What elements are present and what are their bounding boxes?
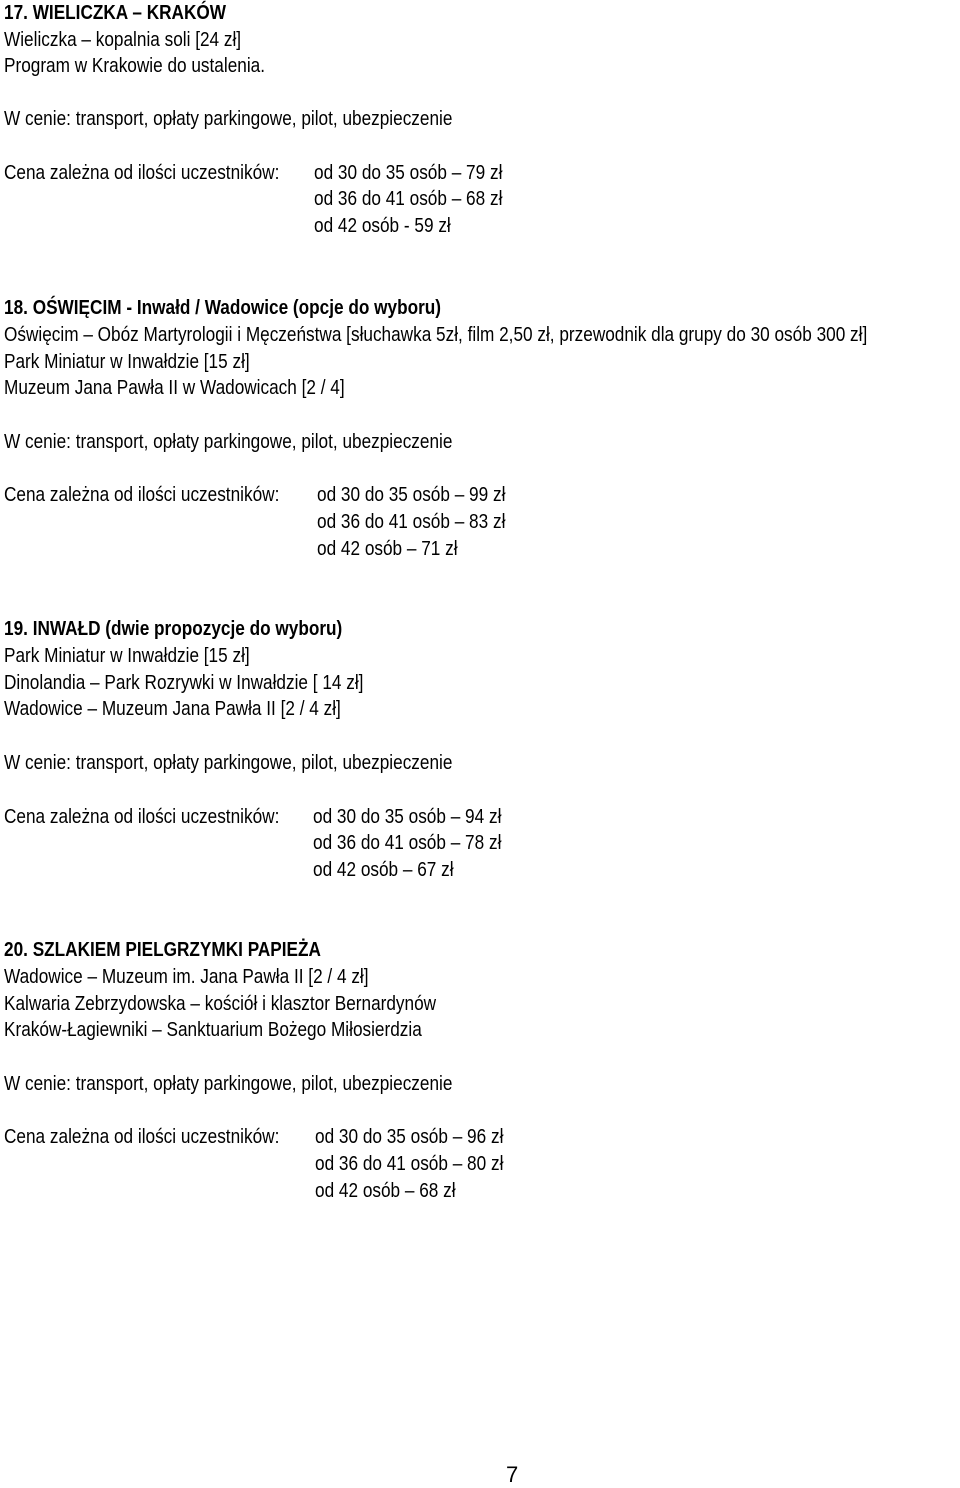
section-18-price-includes [4, 429, 452, 455]
section-18-tier-3: od 42 osób – 71 zł [317, 538, 458, 560]
price-includes-label: W cenie: [4, 752, 71, 774]
section-19-tier-2: od 36 do 41 osób – 78 zł [313, 832, 502, 854]
section-19-item-3: Wadowice – Muzeum Jana Pawła II [2 / 4 zł] [4, 698, 341, 720]
section-17-tier-1: od 30 do 35 osób – 79 zł [314, 162, 503, 184]
section-20-price-includes [4, 1071, 452, 1097]
section-20-title: 20. SZLAKIEM PIELGRZYMKI PAPIEŻA [4, 939, 321, 961]
section-17-item-1: Wieliczka – kopalnia soli [24 zł] [4, 29, 242, 51]
section-20-item-1: Wadowice – Muzeum im. Jana Pawła II [2 / 4 zł] [4, 966, 369, 988]
section-17-item-2: Program w Krakowie do ustalenia. [4, 55, 265, 77]
section-19-item-2: Dinolandia – Park Rozrywki w Inwałdzie [ 14 zł] [4, 672, 364, 694]
section-18-item-3: Muzeum Jana Pawła II w Wadowicach [2 / 4] [4, 377, 345, 399]
section-17-tier-2: od 36 do 41 osób – 68 zł [314, 188, 503, 210]
section-17-tier-3: od 42 osób - 59 zł [314, 215, 451, 237]
section-20-tier-1: od 30 do 35 osób – 96 zł [315, 1126, 504, 1148]
price-includes-label: W cenie: [4, 431, 71, 453]
section-19-item-1: Park Miniatur w Inwałdzie [15 zł] [4, 645, 250, 667]
section-17-price-intro: Cena zależna od ilości uczestników: [4, 162, 280, 184]
section-20-tier-3: od 42 osób – 68 zł [315, 1180, 456, 1202]
section-19-tier-3: od 42 osób – 67 zł [313, 859, 454, 881]
section-18-tier-2: od 36 do 41 osób – 83 zł [317, 511, 506, 533]
section-20-tier-2: od 36 do 41 osób – 80 zł [315, 1153, 504, 1175]
section-17-price-includes [4, 106, 452, 132]
price-includes-text: transport, opłaty parkingowe, pilot, ubezpieczenie [70, 431, 453, 453]
page-number: 7 [506, 1462, 519, 1487]
section-20-price-intro: Cena zależna od ilości uczestników: [4, 1126, 280, 1148]
section-19-title: 19. INWAŁD (dwie propozycje do wyboru) [4, 618, 343, 640]
section-17-title: 17. WIELICZKA – KRAKÓW [4, 2, 227, 24]
section-18-title: 18. OŚWIĘCIM - Inwałd / Wadowice (opcje do wyboru) [4, 297, 442, 319]
section-18-tier-1: od 30 do 35 osób – 99 zł [317, 484, 506, 506]
price-includes-text: transport, opłaty parkingowe, pilot, ubezpieczenie [70, 1073, 453, 1095]
section-18-price-intro: Cena zależna od ilości uczestników: [4, 484, 280, 506]
section-19-price-intro: Cena zależna od ilości uczestników: [4, 806, 280, 828]
price-includes-text: transport, opłaty parkingowe, pilot, ubezpieczenie [70, 108, 453, 130]
price-includes-label: W cenie: [4, 1073, 71, 1095]
section-18-item-2: Park Miniatur w Inwałdzie [15 zł] [4, 351, 250, 373]
price-includes-label: W cenie: [4, 108, 71, 130]
section-18-item-1: Oświęcim – Obóz Martyrologii i Męczeństwa [słuchawka 5zł, film 2,50 zł, przewodnik dla grupy do 30 osób 300 zł] [4, 324, 868, 346]
section-19-tier-1: od 30 do 35 osób – 94 zł [313, 806, 502, 828]
section-20-item-2: Kalwaria Zebrzydowska – kościół i klasztor Bernardynów [4, 993, 437, 1015]
section-19-price-includes [4, 750, 452, 776]
section-20-item-3: Kraków-Łagiewniki – Sanktuarium Bożego Miłosierdzia [4, 1019, 422, 1041]
price-includes-text: transport, opłaty parkingowe, pilot, ubezpieczenie [70, 752, 453, 774]
